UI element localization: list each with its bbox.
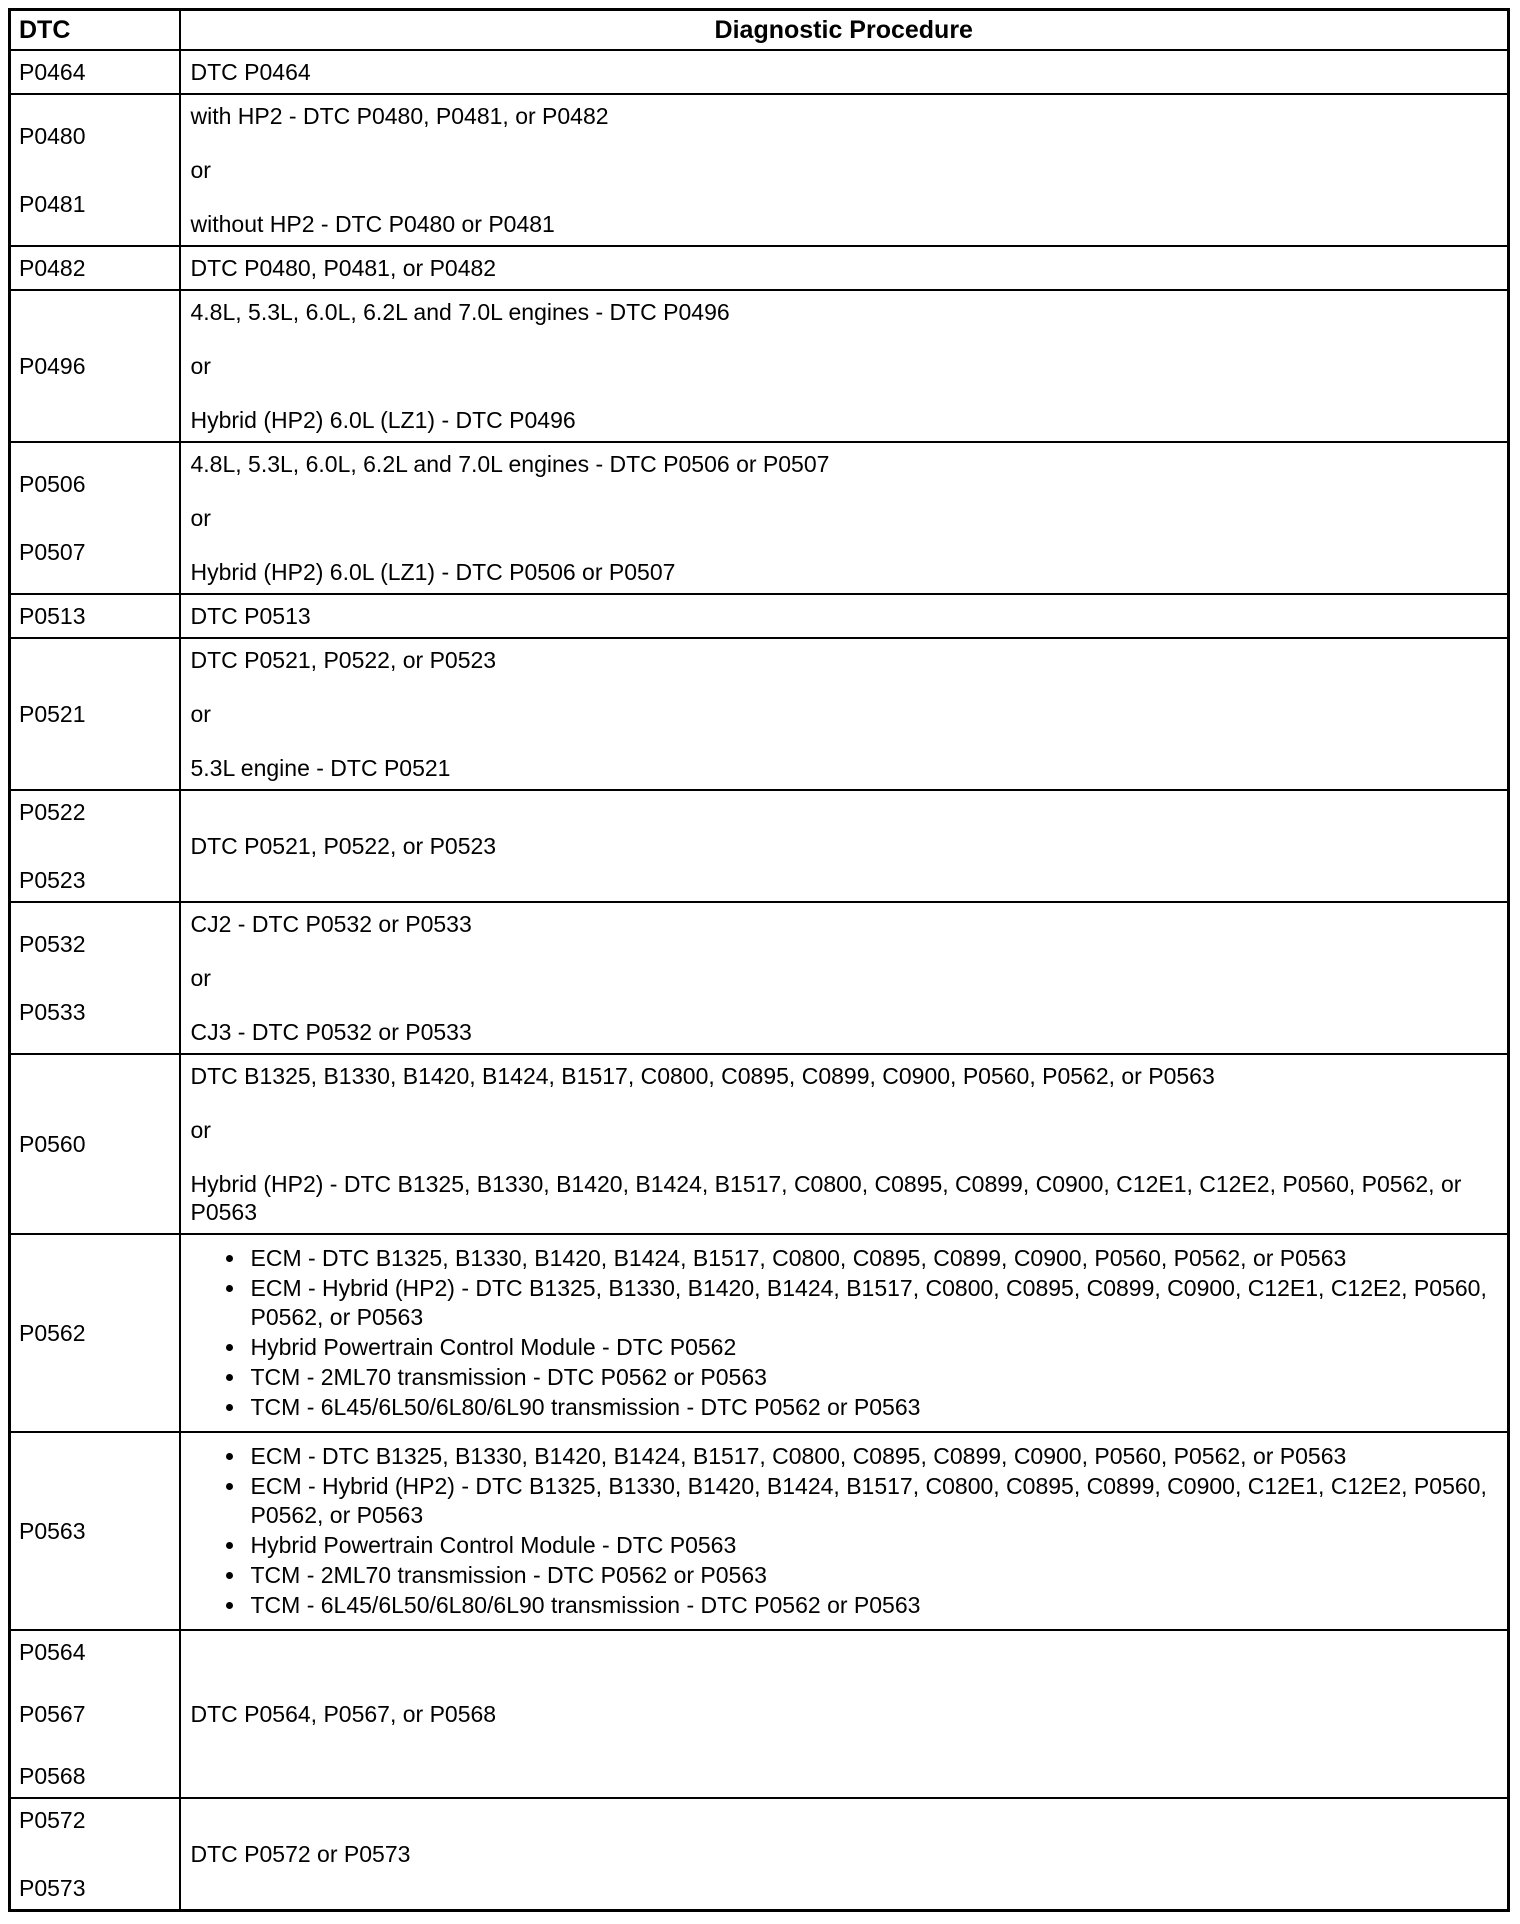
procedure-line: or (190, 1117, 211, 1143)
procedure-bullet: • ECM - DTC B1325, B1330, B1420, B1424, B1517, C0800, C0895, C0899, C0900, P0560, P0562, or P0563 (247, 1244, 1498, 1273)
dtc-cell (10, 442, 180, 594)
procedure-cell (180, 50, 1509, 94)
procedure-bullet: • Hybrid Powertrain Control Module - DTC P0562 (247, 1333, 1498, 1362)
column-header-dtc: DTC (10, 10, 180, 51)
dtc-code: P0480 (19, 123, 86, 149)
table-row (10, 1798, 1509, 1911)
procedure-bullet-list (191, 1244, 1498, 1422)
table-row (10, 1432, 1509, 1630)
dtc-code: P0496 (19, 353, 86, 379)
procedure-cell (180, 1234, 1509, 1432)
dtc-code: P0533 (19, 999, 86, 1025)
dtc-code: P0562 (19, 1320, 86, 1346)
procedure-bullet: • ECM - Hybrid (HP2) - DTC B1325, B1330, B1420, B1424, B1517, C0800, C0895, C0899, C0900, C12E1, C12E2, P0560, P0562, or P0563 (247, 1472, 1498, 1530)
procedure-bullet: • Hybrid Powertrain Control Module - DTC P0563 (247, 1531, 1498, 1560)
procedure-cell (180, 790, 1509, 902)
procedure-line: CJ2 - DTC P0532 or P0533 (190, 911, 472, 937)
procedure-line: with HP2 - DTC P0480, P0481, or P0482 (190, 103, 609, 129)
procedure-line: Hybrid (HP2) 6.0L (LZ1) - DTC P0506 or P0507 (190, 559, 676, 585)
procedure-bullet: • TCM - 2ML70 transmission - DTC P0562 or P0563 (247, 1561, 1498, 1590)
procedure-line: DTC P0521, P0522, or P0523 (190, 647, 497, 673)
table-row (10, 902, 1509, 1054)
procedure-line: or (190, 157, 211, 183)
table-row (10, 638, 1509, 790)
procedure-line: DTC P0564, P0567, or P0568 (190, 1701, 497, 1727)
dtc-code: P0563 (19, 1518, 86, 1544)
procedure-line: DTC P0572 or P0573 (190, 1841, 411, 1867)
procedure-line: without HP2 - DTC P0480 or P0481 (190, 211, 555, 237)
column-header-procedure: Diagnostic Procedure (180, 10, 1509, 51)
procedure-cell (180, 638, 1509, 790)
dtc-cell (10, 1798, 180, 1911)
procedure-cell (180, 94, 1509, 246)
table-row (10, 1630, 1509, 1798)
procedure-bullet: • ECM - Hybrid (HP2) - DTC B1325, B1330, B1420, B1424, B1517, C0800, C0895, C0899, C0900, C12E1, C12E2, P0560, P0562, or P0563 (247, 1274, 1498, 1332)
dtc-code: P0567 (19, 1701, 86, 1727)
dtc-code: P0506 (19, 471, 86, 497)
procedure-cell (180, 902, 1509, 1054)
dtc-code: P0573 (19, 1875, 86, 1901)
dtc-cell (10, 246, 180, 290)
dtc-code: P0481 (19, 191, 86, 217)
dtc-code: P0560 (19, 1131, 86, 1157)
procedure-cell (180, 246, 1509, 290)
procedure-line: Hybrid (HP2) 6.0L (LZ1) - DTC P0496 (190, 407, 576, 433)
table-row (10, 790, 1509, 902)
dtc-cell (10, 50, 180, 94)
table-row (10, 1234, 1509, 1432)
dtc-table (8, 8, 1510, 1912)
dtc-cell (10, 902, 180, 1054)
dtc-cell (10, 290, 180, 442)
dtc-code: P0507 (19, 539, 86, 565)
dtc-cell (10, 594, 180, 638)
table-row (10, 246, 1509, 290)
table-row (10, 442, 1509, 594)
procedure-line: or (190, 505, 211, 531)
procedure-cell (180, 290, 1509, 442)
table-row (10, 1054, 1509, 1234)
dtc-code: P0513 (19, 603, 86, 629)
procedure-line: Hybrid (HP2) - DTC B1325, B1330, B1420, B1424, B1517, C0800, C0895, C0899, C0900, C12E1, C12E2, P0560, P0562, or P0563 (190, 1171, 1462, 1225)
procedure-line: CJ3 - DTC P0532 or P0533 (190, 1019, 472, 1045)
procedure-line: 4.8L, 5.3L, 6.0L, 6.2L and 7.0L engines - DTC P0496 (190, 299, 730, 325)
procedure-bullet: • TCM - 2ML70 transmission - DTC P0562 or P0563 (247, 1363, 1498, 1392)
procedure-cell (180, 1432, 1509, 1630)
procedure-line: or (190, 965, 211, 991)
procedure-line: DTC P0464 (190, 59, 311, 85)
procedure-line: DTC P0480, P0481, or P0482 (190, 255, 497, 281)
procedure-line: 5.3L engine - DTC P0521 (190, 755, 451, 781)
dtc-code: P0464 (19, 59, 86, 85)
table-row (10, 94, 1509, 246)
dtc-code: P0572 (19, 1807, 86, 1833)
dtc-cell (10, 638, 180, 790)
table-row (10, 594, 1509, 638)
table-row (10, 290, 1509, 442)
procedure-line: DTC B1325, B1330, B1420, B1424, B1517, C0800, C0895, C0899, C0900, P0560, P0562, or P0563 (190, 1063, 1215, 1089)
procedure-cell (180, 1630, 1509, 1798)
dtc-cell (10, 1054, 180, 1234)
dtc-code: P0523 (19, 867, 86, 893)
dtc-cell (10, 790, 180, 902)
procedure-line: DTC P0521, P0522, or P0523 (190, 833, 497, 859)
dtc-code: P0564 (19, 1639, 86, 1665)
procedure-line: 4.8L, 5.3L, 6.0L, 6.2L and 7.0L engines - DTC P0506 or P0507 (190, 451, 830, 477)
procedure-cell (180, 1054, 1509, 1234)
procedure-line: DTC P0513 (190, 603, 311, 629)
procedure-bullet: • TCM - 6L45/6L50/6L80/6L90 transmission - DTC P0562 or P0563 (247, 1591, 1498, 1620)
procedure-cell (180, 1798, 1509, 1911)
dtc-cell (10, 94, 180, 246)
header-row (10, 10, 1509, 51)
dtc-code: P0532 (19, 931, 86, 957)
procedure-line: or (190, 353, 211, 379)
procedure-bullet: • ECM - DTC B1325, B1330, B1420, B1424, B1517, C0800, C0895, C0899, C0900, P0560, P0562, or P0563 (247, 1442, 1498, 1471)
procedure-bullet: • TCM - 6L45/6L50/6L80/6L90 transmission - DTC P0562 or P0563 (247, 1393, 1498, 1422)
dtc-cell (10, 1432, 180, 1630)
dtc-code: P0482 (19, 255, 86, 281)
dtc-code: P0521 (19, 701, 86, 727)
dtc-code: P0522 (19, 799, 86, 825)
procedure-bullet-list (191, 1442, 1498, 1620)
table-row (10, 50, 1509, 94)
dtc-cell (10, 1234, 180, 1432)
procedure-cell (180, 442, 1509, 594)
procedure-line: or (190, 701, 211, 727)
dtc-code: P0568 (19, 1763, 86, 1789)
procedure-cell (180, 594, 1509, 638)
dtc-cell (10, 1630, 180, 1798)
